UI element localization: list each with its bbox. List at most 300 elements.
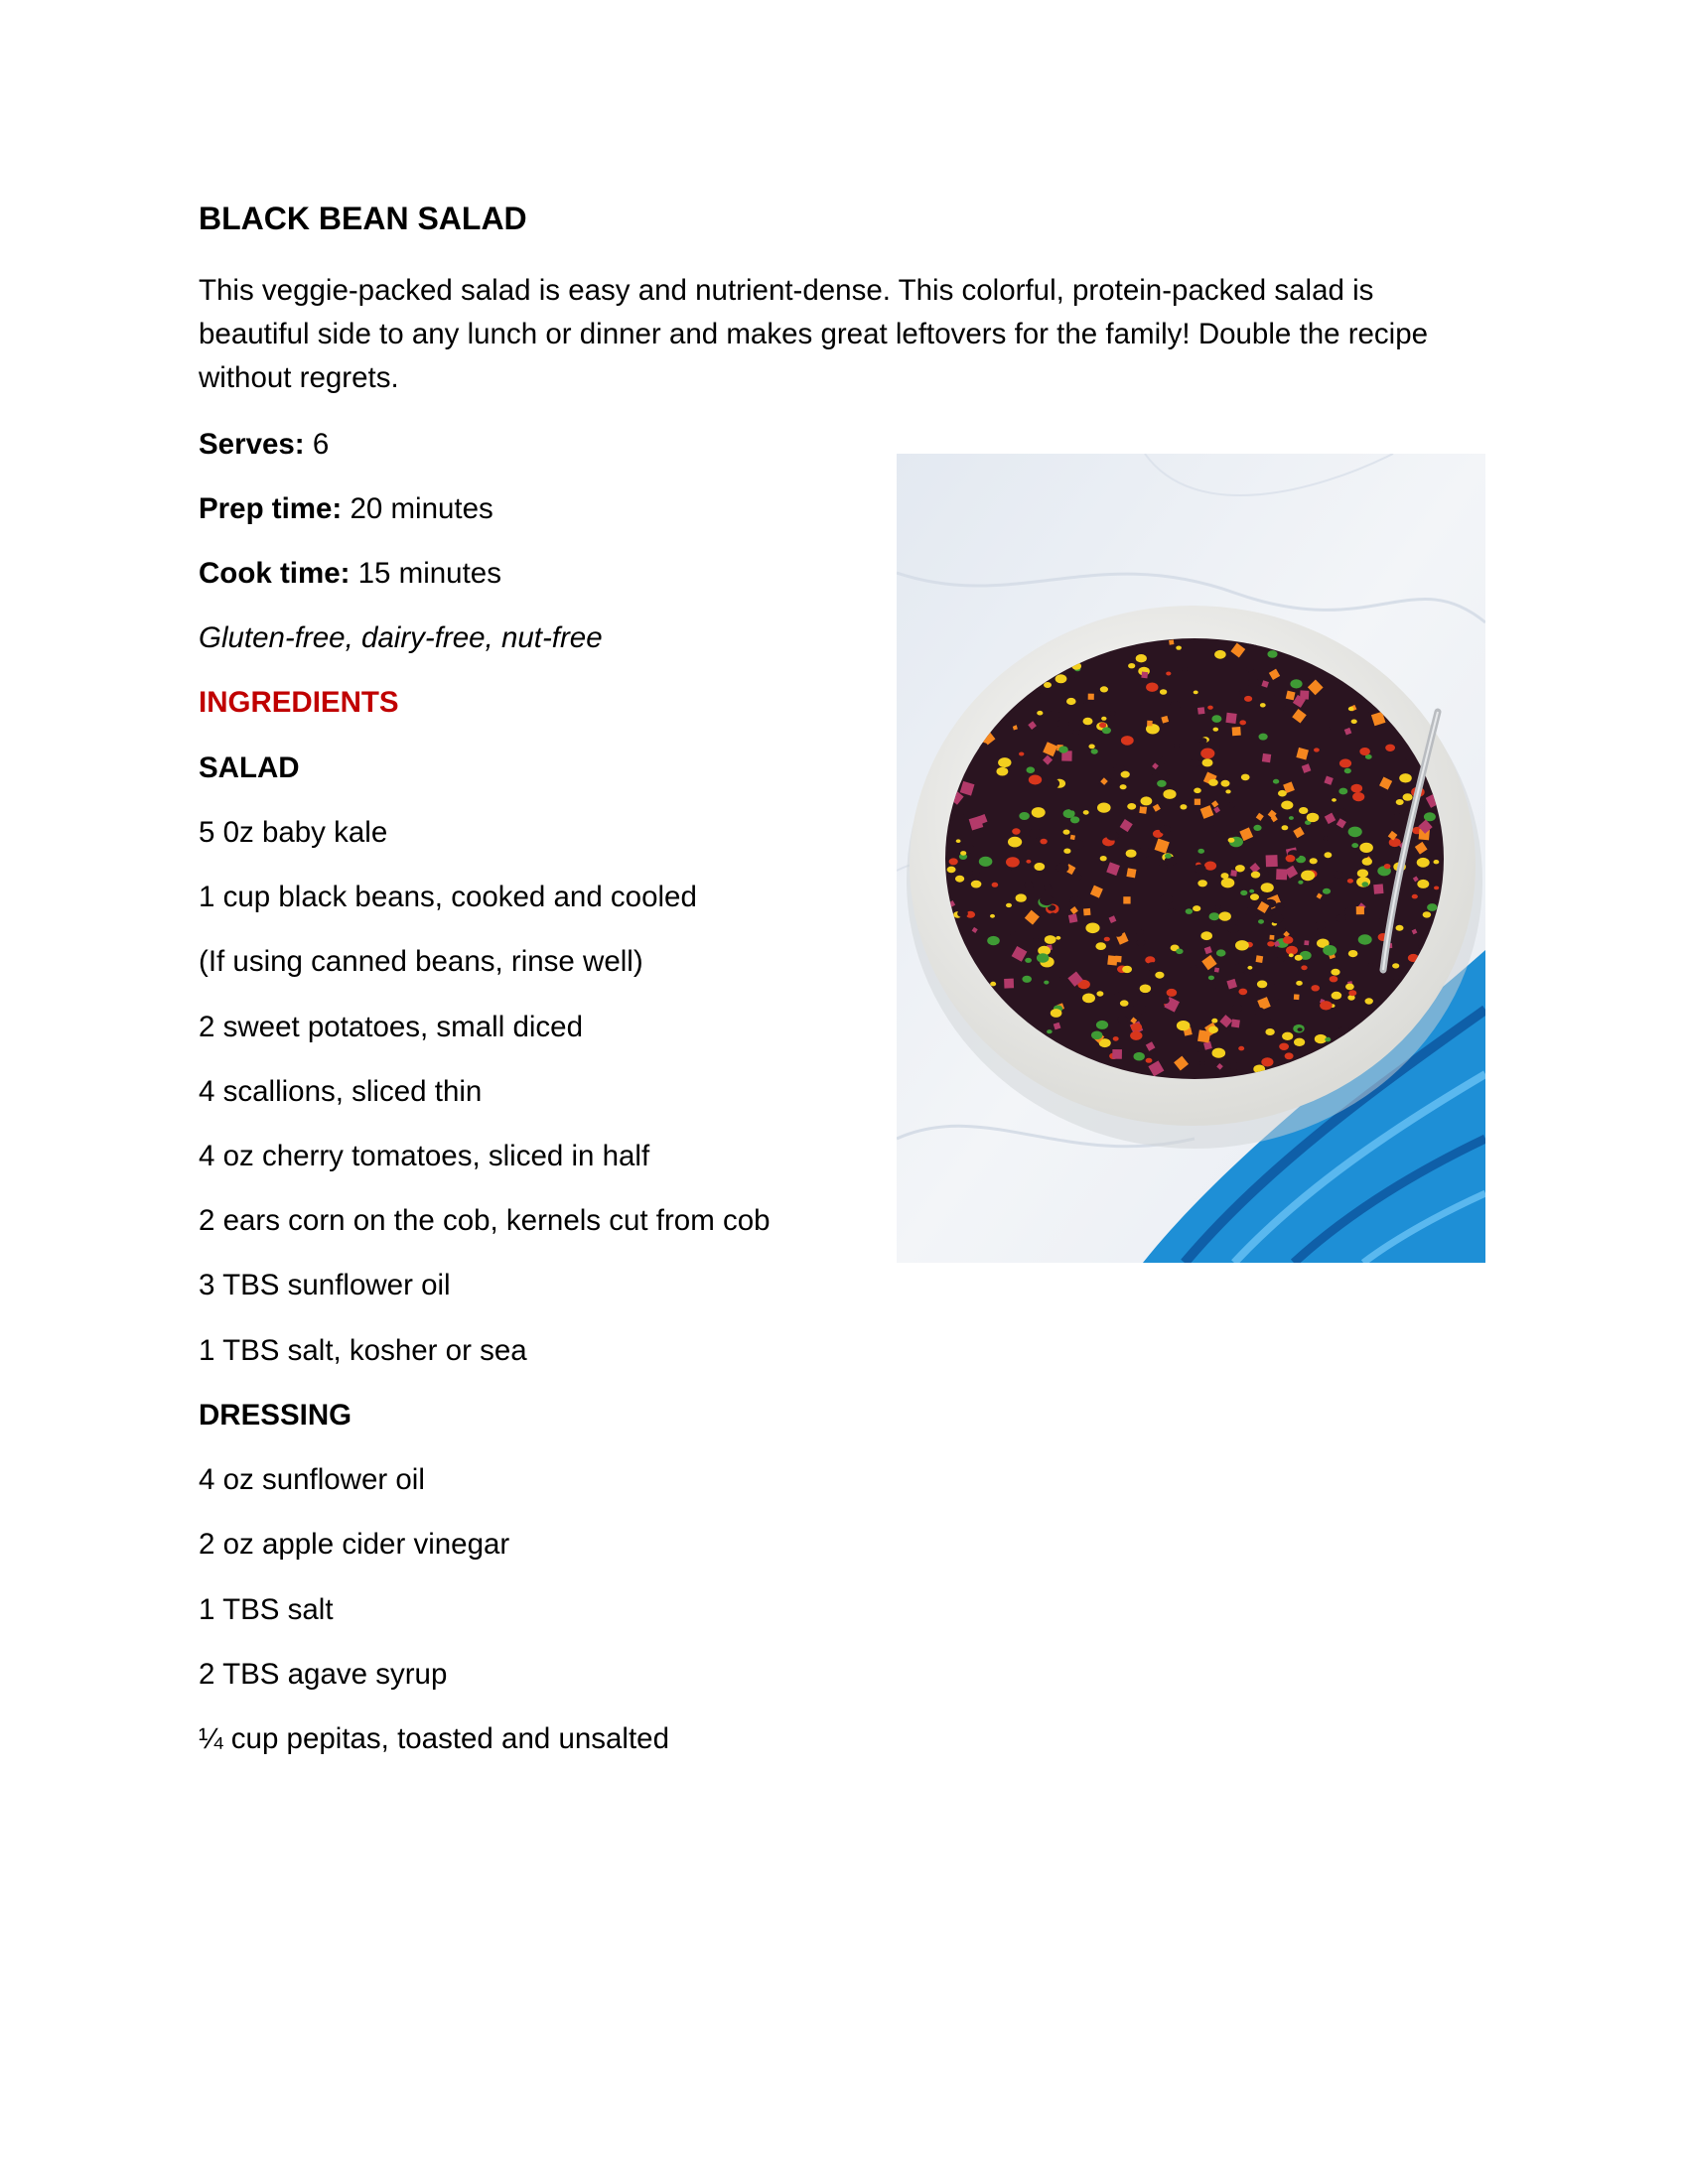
salad-bit <box>1267 650 1277 658</box>
salad-bit <box>1029 829 1042 839</box>
salad-bit <box>1315 921 1326 929</box>
serves-line <box>199 425 329 465</box>
salad-bit <box>1417 880 1429 888</box>
salad-bit <box>1006 903 1012 907</box>
dressing-heading: DRESSING <box>199 1399 352 1432</box>
salad-bit <box>1146 1058 1153 1063</box>
salad-bit <box>1434 860 1440 864</box>
salad-bit <box>979 857 993 867</box>
salad-bit <box>1208 976 1214 981</box>
salad-bit <box>1146 683 1158 692</box>
salad-bit <box>1207 706 1213 710</box>
salad-bit <box>1219 911 1231 920</box>
salad-bit <box>1184 742 1195 750</box>
salad-bit <box>1088 745 1094 750</box>
salad-bit <box>1274 692 1281 697</box>
salad-bit <box>1160 894 1174 904</box>
salad-bit <box>1241 774 1250 781</box>
salad-bit <box>1374 843 1380 848</box>
salad-bit <box>1214 967 1219 972</box>
salad-bit <box>947 851 955 857</box>
salad-bit <box>1323 836 1329 841</box>
salad-bit <box>1050 912 1056 917</box>
recipe-description: This veggie-packed salad is easy and nutrient-dense. This colorful, protein-packed salad is beautiful side to any lunch or dinner and makes great leftovers for the family! Double the recipe without regrets. <box>199 274 1429 394</box>
prep-time-line <box>199 489 493 529</box>
salad-bit <box>1158 864 1168 871</box>
salad-bit <box>1228 838 1235 843</box>
salad-bit <box>1208 779 1218 786</box>
salad-bit <box>1070 835 1075 840</box>
salad-bit <box>1040 839 1047 845</box>
salad-bit <box>1068 913 1077 922</box>
salad-bit <box>1082 994 1095 1004</box>
salad-bit <box>1008 837 1022 848</box>
salad-bit <box>1058 747 1068 753</box>
salad-bit <box>1130 1031 1142 1040</box>
salad-bit <box>1389 838 1401 847</box>
salad-bit <box>1040 687 1051 695</box>
salad-bit <box>1314 748 1320 751</box>
salad-bit <box>1059 977 1064 981</box>
salad-bit <box>1245 907 1257 916</box>
salad-bit <box>1085 923 1099 934</box>
salad-bit <box>1240 890 1247 895</box>
salad-bit <box>1330 976 1338 982</box>
salad-bit <box>1286 946 1298 955</box>
salad-bit <box>1209 912 1220 920</box>
salad-bit <box>1176 646 1182 650</box>
salad-bit <box>1286 855 1296 862</box>
ingredient-item: 1 cup black beans, cooked and cooled <box>199 881 697 913</box>
salad-bit <box>1044 682 1052 688</box>
salad-bit <box>1122 966 1132 973</box>
salad-bit <box>1139 806 1147 814</box>
salad-bit <box>1027 766 1036 773</box>
salad-bit <box>1200 931 1212 940</box>
salad-bit <box>1301 678 1311 685</box>
salad-bit <box>1221 780 1230 787</box>
salad-bit <box>1104 937 1110 942</box>
salad-bit <box>1256 955 1264 963</box>
salad-bit <box>1325 1037 1331 1042</box>
salad-bit <box>957 909 968 917</box>
salad-bit <box>1261 883 1274 892</box>
salad-bit <box>1251 872 1260 879</box>
salad-bit <box>1344 768 1351 773</box>
salad-bit <box>1356 906 1364 914</box>
salad-bit <box>1177 1021 1191 1030</box>
salad-bit <box>1160 825 1172 834</box>
salad-bit <box>1282 1032 1293 1040</box>
salad-bit <box>1049 711 1060 720</box>
salad-bit <box>1102 727 1111 734</box>
salad-bit <box>1265 1028 1274 1035</box>
salad-bit <box>1225 789 1230 793</box>
salad-bowl-photo <box>897 454 1485 1263</box>
salad-bit <box>1160 689 1167 695</box>
salad-bit <box>1331 969 1339 976</box>
salad-bit <box>1351 720 1357 725</box>
salad-bit <box>1232 1005 1243 1013</box>
salad-bit <box>1311 985 1320 991</box>
salad-bit <box>1351 843 1358 848</box>
salad-bit <box>1338 788 1347 795</box>
salad-bit <box>1260 703 1266 707</box>
salad-bit <box>1069 806 1075 811</box>
salad-bit <box>1202 758 1213 766</box>
salad-bit <box>1165 1070 1173 1076</box>
salad-bit <box>1029 775 1042 785</box>
prep-time-label: Prep time: <box>199 492 343 525</box>
salad-bit <box>949 858 958 865</box>
salad-bit <box>1136 939 1146 946</box>
salad-bit <box>1283 706 1294 714</box>
salad-bit <box>1068 675 1075 680</box>
salad-bit <box>1075 695 1087 704</box>
cook-time-line <box>199 554 501 594</box>
salad-bit <box>1069 896 1081 905</box>
salad-bit <box>1212 1048 1226 1058</box>
salad-bit <box>1248 679 1260 688</box>
dietary-info: Gluten-free, dairy-free, nut-free <box>199 621 603 654</box>
salad-bit <box>1176 949 1183 955</box>
salad-bit <box>1044 885 1053 891</box>
salad-bit <box>1055 674 1067 683</box>
salad-bit <box>1384 864 1391 869</box>
salad-bit <box>1299 807 1308 814</box>
salad-bit <box>947 867 956 874</box>
salad-bit <box>1083 908 1090 915</box>
salad-bit <box>1097 803 1111 813</box>
salad-bit <box>1197 707 1204 714</box>
salad-bit <box>1250 893 1259 900</box>
salad-bit <box>1227 924 1239 933</box>
dressing-item: ¼ cup pepitas, toasted and unsalted <box>199 1722 669 1755</box>
salad-bit <box>1071 840 1084 850</box>
salad-bit <box>1301 871 1315 882</box>
salad-bit <box>1216 949 1226 956</box>
salad-bit <box>1126 868 1136 878</box>
salad-bit <box>990 914 995 918</box>
salad-bit <box>1063 830 1070 835</box>
salad-bit <box>1213 822 1227 832</box>
salad-bit <box>1133 1004 1147 1015</box>
salad-bit <box>1290 679 1302 688</box>
recipe-title: BLACK BEAN SALAD <box>199 201 527 236</box>
salad-bit <box>1095 942 1106 950</box>
salad-bit <box>1163 789 1176 799</box>
salad-bit <box>1215 985 1223 991</box>
salad-bit <box>1417 858 1430 868</box>
salad-bit <box>1046 778 1059 789</box>
salad-bit <box>1100 856 1107 861</box>
salad-bit <box>1396 799 1404 805</box>
salad-bit <box>1191 965 1196 970</box>
salad-bit <box>1249 889 1254 893</box>
salad-bit <box>1215 905 1221 910</box>
salad-bit <box>1348 707 1354 711</box>
salad-bit <box>1169 639 1174 644</box>
salad-bit <box>1359 843 1373 853</box>
salad-bit <box>1066 698 1076 705</box>
salad-bit <box>1378 798 1383 802</box>
salad-bit <box>1332 992 1342 1000</box>
salad-bit <box>960 851 966 856</box>
salad-bit <box>1359 748 1370 755</box>
salad-bit <box>1423 911 1432 917</box>
salad-bit <box>1348 990 1356 996</box>
salad-bit <box>1051 1009 1062 1018</box>
salad-bit <box>1127 803 1136 810</box>
salad-bit <box>956 839 961 843</box>
salad-bit <box>1161 773 1170 780</box>
salad-bit <box>1294 994 1300 1000</box>
salad-bit <box>1339 758 1351 767</box>
salad-bit <box>1072 729 1080 735</box>
salad-bit <box>1345 984 1354 991</box>
salad-bit <box>1196 1048 1201 1052</box>
ingredient-item: 2 sweet potatoes, small diced <box>199 1011 583 1043</box>
salad-bit <box>1174 744 1180 749</box>
serves-value: 6 <box>312 428 330 461</box>
salad-bit <box>1254 1008 1265 1016</box>
salad-bit <box>1227 802 1235 808</box>
salad-bit <box>1274 997 1279 1001</box>
salad-bit <box>1230 870 1237 877</box>
salad-bit <box>1358 934 1372 944</box>
salad-bit <box>1170 701 1181 709</box>
salad-bit <box>1120 1000 1129 1006</box>
salad-bit <box>1301 965 1307 970</box>
cook-time-value: 15 minutes <box>357 557 501 590</box>
salad-bit <box>1161 997 1170 1004</box>
salad-bit <box>1138 848 1152 858</box>
salad-bit <box>1336 914 1345 922</box>
salad-bit <box>1168 908 1176 914</box>
salad-bit <box>1212 745 1221 751</box>
salad-bit <box>1211 715 1221 723</box>
salad-bit <box>1295 955 1303 961</box>
salad-bit <box>1268 1020 1277 1026</box>
salad-bit <box>1352 792 1364 801</box>
salad-bit <box>1269 935 1274 940</box>
salad-bit <box>1235 940 1249 950</box>
salad-bit <box>1351 784 1363 793</box>
dressing-item: 4 oz sunflower oil <box>199 1463 425 1496</box>
salad-bit <box>990 982 996 987</box>
salad-bit <box>1213 728 1219 732</box>
salad-bit <box>1113 764 1124 773</box>
salad-bit <box>1275 982 1280 986</box>
salad-bit <box>1255 924 1264 931</box>
salad-bit <box>1091 749 1098 753</box>
salad-bit <box>1099 723 1106 728</box>
salad-bit <box>997 767 1009 776</box>
salad-bit <box>1277 957 1285 963</box>
salad-bit <box>1114 930 1123 937</box>
salad-bit <box>1123 896 1130 903</box>
salad-bit <box>1055 863 1068 873</box>
ingredient-item: 1 TBS salt, kosher or sea <box>199 1334 527 1367</box>
salad-bit <box>1032 807 1046 818</box>
salad-bit <box>1285 1052 1294 1059</box>
salad-bit <box>1136 929 1144 935</box>
salad-bit <box>1180 804 1187 809</box>
salad-bit <box>998 757 1011 767</box>
salad-bit <box>1004 979 1014 989</box>
salad-bit <box>1147 721 1153 727</box>
ingredient-item: 3 TBS sunflower oil <box>199 1269 451 1301</box>
salad-bit <box>1200 749 1214 759</box>
salad-bit <box>1134 1052 1145 1061</box>
ingredient-item: (If using canned beans, rinse well) <box>199 945 643 978</box>
salad-bit <box>1204 862 1216 871</box>
salad-bit <box>1391 808 1400 815</box>
salad-bit <box>1044 981 1049 985</box>
salad-bit <box>1307 813 1320 822</box>
salad-bit <box>1136 654 1147 662</box>
salad-bit <box>1259 734 1268 741</box>
salad-bit <box>1155 972 1164 979</box>
salad-bit <box>987 936 1000 945</box>
salad-bit <box>1289 953 1294 957</box>
salad-bit <box>1294 1038 1305 1046</box>
salad-bit <box>951 812 965 822</box>
salad-bit <box>1140 985 1151 994</box>
salad-bit <box>1096 1021 1108 1029</box>
salad-bit <box>1129 890 1135 895</box>
salad-bit <box>1275 902 1285 909</box>
salad-bit <box>1267 941 1274 946</box>
salad-bit <box>1365 998 1373 1004</box>
salad-bit <box>1310 858 1318 864</box>
salad-bit <box>1348 827 1362 838</box>
salad-bit <box>1339 753 1345 758</box>
salad-bit <box>1362 858 1372 866</box>
salad-bit <box>1412 894 1418 899</box>
salad-bit <box>1393 975 1400 980</box>
salad-bit <box>1261 1057 1273 1066</box>
salad-bit <box>1197 849 1204 854</box>
salad-bit <box>1233 963 1246 973</box>
salad-bit <box>1026 860 1031 864</box>
salad-bit <box>1298 1027 1303 1031</box>
salad-bit <box>1006 719 1017 727</box>
salad-bit <box>1151 770 1157 775</box>
salad-bit <box>1296 981 1303 986</box>
salad-bit <box>1208 1026 1218 1033</box>
salad-bit <box>1304 940 1309 945</box>
salad-bit <box>1194 788 1201 794</box>
salad-bit <box>1037 953 1050 962</box>
salad-bit <box>1399 953 1404 957</box>
salad-bit <box>1281 801 1293 810</box>
ingredient-item: 4 scallions, sliced thin <box>199 1075 483 1108</box>
salad-bit <box>1357 870 1368 878</box>
salad-bit <box>1347 879 1353 884</box>
cook-time-label: Cook time: <box>199 557 351 590</box>
salad-bit <box>1199 738 1207 744</box>
salad-bit <box>1231 1019 1240 1027</box>
dressing-item: 2 oz apple cider vinegar <box>199 1528 510 1561</box>
salad-bit <box>1368 963 1374 968</box>
salad-bit <box>1040 894 1054 905</box>
salad-bit <box>1160 756 1170 764</box>
salad-bit <box>971 881 982 888</box>
salad-bit <box>1399 773 1412 782</box>
salad-bit <box>1244 696 1252 702</box>
salad-bit <box>1320 1001 1333 1010</box>
salad-bit <box>1232 727 1241 736</box>
salad-bit <box>1279 924 1286 930</box>
salad-bit <box>1128 663 1135 668</box>
salad-bit <box>1083 718 1093 726</box>
salad-bit <box>1199 1061 1205 1066</box>
salad-bit <box>1131 1024 1142 1031</box>
salad-bit <box>1096 991 1103 996</box>
salad-bit <box>1396 925 1404 931</box>
salad-bit <box>1100 686 1108 692</box>
salad-bit <box>1019 752 1024 756</box>
salad-bit <box>1273 779 1279 784</box>
salad-bit <box>1259 870 1269 877</box>
salad-bit <box>1047 1029 1053 1033</box>
salad-bit <box>1283 936 1293 944</box>
salad-bit <box>1362 882 1369 887</box>
salad-bit <box>1019 812 1030 820</box>
salad-bit <box>1323 888 1331 894</box>
salad-bit <box>1083 810 1089 815</box>
salad-bit <box>1106 831 1119 840</box>
salad-bit <box>1165 854 1172 859</box>
salad-bit <box>1157 780 1167 787</box>
salad-bit <box>1197 880 1207 887</box>
salad-bit <box>1214 650 1226 659</box>
salad-bit <box>1247 966 1252 970</box>
salad-bit <box>1246 666 1254 672</box>
salad-bit <box>1025 882 1035 888</box>
salad-bowl-illustration <box>897 454 1485 1263</box>
salad-bit <box>1403 793 1413 801</box>
salad-bit <box>1088 694 1094 700</box>
salad-bit <box>1091 1031 1102 1040</box>
salad-bit <box>1056 719 1068 728</box>
salad-bit <box>1186 908 1193 914</box>
salad-bit <box>1101 717 1106 721</box>
salad-bit <box>1317 953 1322 957</box>
salad-bit <box>1022 976 1032 983</box>
salad-bit <box>1282 825 1289 830</box>
salad-bit <box>1034 863 1045 871</box>
salad-bit <box>1063 849 1070 854</box>
salad-bit <box>1253 825 1261 831</box>
salad-bit <box>1278 790 1287 797</box>
salad-bit <box>1045 935 1056 944</box>
salad-bit <box>1006 857 1020 867</box>
salad-bit <box>1012 828 1020 834</box>
salad-bit <box>1325 852 1333 858</box>
salad-bit <box>1225 713 1236 724</box>
salad-bit <box>1323 945 1336 956</box>
salad-bit <box>1147 962 1159 971</box>
salad-bit <box>1195 865 1206 874</box>
salad-bit <box>1279 1043 1289 1050</box>
salad-bit <box>1434 887 1439 890</box>
salad-bit <box>1033 937 1039 942</box>
salad-bit <box>1037 711 1043 716</box>
salad-bit <box>1289 816 1294 820</box>
ingredient-item: 4 oz cherry tomatoes, sliced in half <box>199 1140 650 1172</box>
